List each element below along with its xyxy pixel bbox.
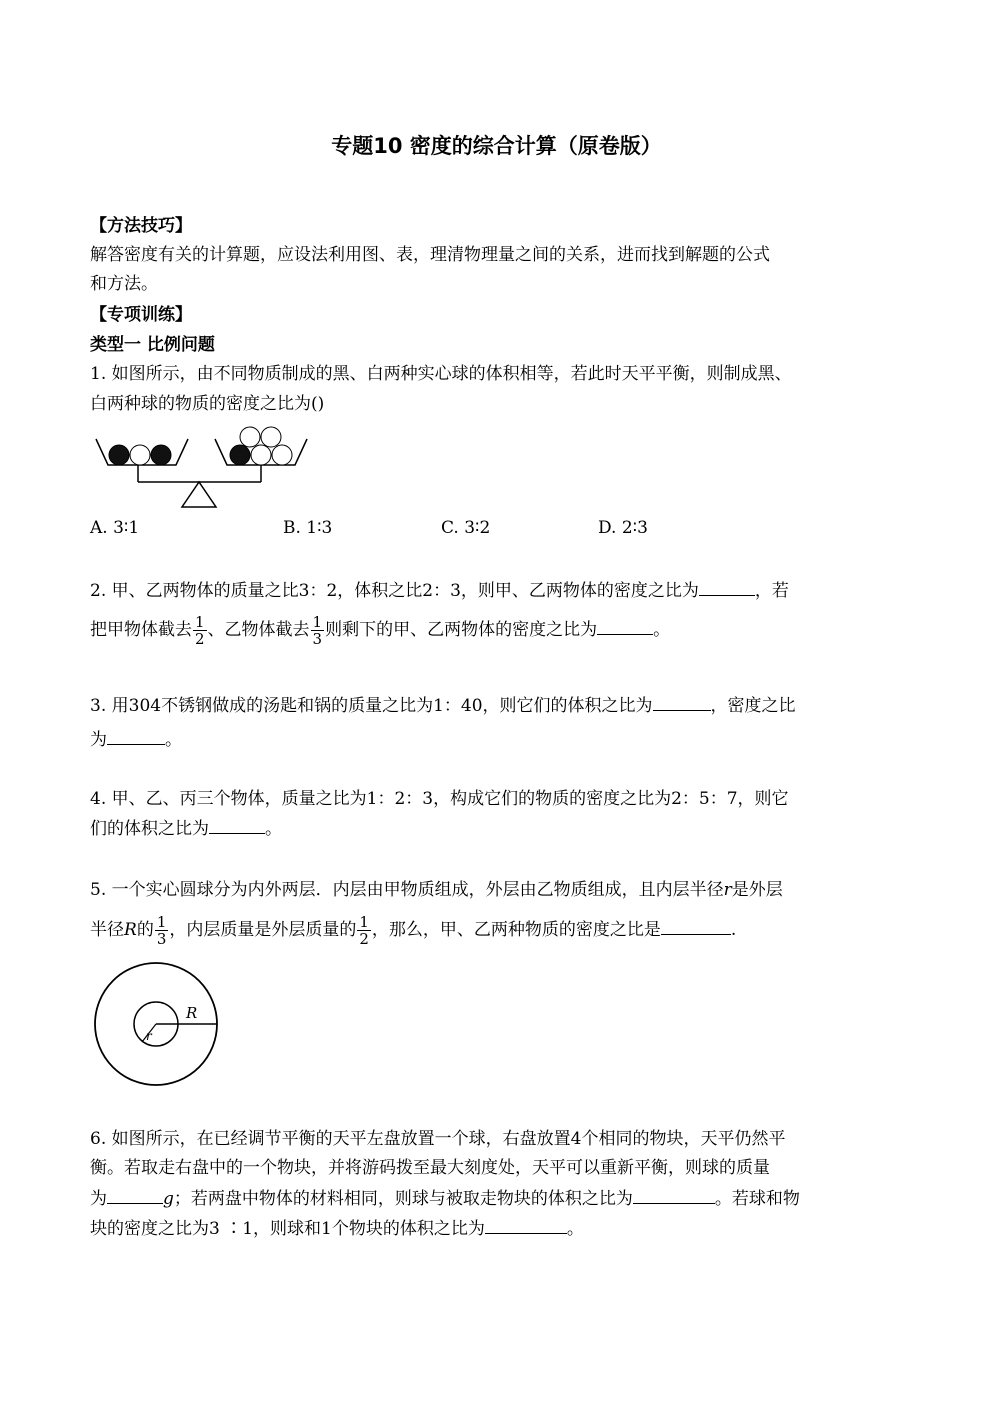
answer-blank bbox=[107, 726, 165, 745]
q3-text: 为 bbox=[90, 730, 107, 750]
q1-option-d: D. 2∶3 bbox=[598, 518, 648, 538]
fraction: $\frac{1}{2}$ bbox=[195, 613, 205, 648]
q2-text: 。 bbox=[653, 620, 671, 640]
q5-line1 bbox=[90, 876, 783, 904]
q1-option-a: A. 3∶1 bbox=[90, 518, 140, 538]
q1-line1: 1. 如图所示，由不同物质制成的黑、白两种实心球的体积相等，若此时天平平衡，则制成黑、 bbox=[90, 364, 792, 384]
label-r: r bbox=[146, 1029, 152, 1043]
q6-line2: 衡。若取走右盘中的一个物块，并将游码拨至最大刻度处，天平可以重新平衡，则球的质量 bbox=[90, 1158, 770, 1178]
q5-text: 半径 bbox=[90, 920, 124, 940]
q4-line1: 4. 甲、乙、丙三个物体，质量之比为1：2：3，构成它们的物质的密度之比为2：5：7，则它 bbox=[90, 789, 789, 809]
q2-line1 bbox=[90, 577, 789, 605]
q5-text: . bbox=[730, 920, 737, 940]
q6-text: 。 bbox=[566, 1219, 584, 1239]
q5-line2 bbox=[90, 914, 736, 947]
q6-text: 为 bbox=[90, 1189, 107, 1209]
answer-blank bbox=[699, 577, 755, 596]
q2-text: 、乙物体截去 bbox=[207, 620, 310, 640]
q5-text: ，内层质量是外层质量的 bbox=[169, 920, 357, 940]
label-R: R bbox=[186, 1004, 198, 1022]
variable-R: R bbox=[124, 920, 137, 940]
q3-line2 bbox=[90, 726, 182, 754]
fraction: $\frac{1}{2}$ bbox=[359, 913, 369, 948]
white-ball bbox=[130, 445, 150, 465]
q2-text: 则剩下的甲、乙两物体的密度之比为 bbox=[325, 620, 598, 640]
q6-line4 bbox=[90, 1215, 584, 1243]
q5-text: 的 bbox=[136, 920, 154, 940]
q4-text: 。 bbox=[265, 819, 282, 839]
q6-text: 。若球和物 bbox=[714, 1189, 800, 1209]
black-ball bbox=[151, 445, 171, 465]
method-heading: 【方法技巧】 bbox=[90, 216, 192, 236]
training-heading: 【专项训练】 bbox=[90, 305, 192, 325]
white-ball bbox=[251, 445, 271, 465]
sphere-figure bbox=[90, 962, 222, 1088]
q5-text: ，那么，甲、乙两种物质的密度之比是 bbox=[371, 920, 661, 940]
white-ball bbox=[261, 427, 281, 447]
balance-figure bbox=[90, 425, 310, 513]
unit-g: g bbox=[163, 1189, 174, 1209]
white-ball bbox=[272, 445, 292, 465]
answer-blank bbox=[107, 1185, 163, 1204]
method-text-line2: 和方法。 bbox=[90, 274, 158, 294]
q2-text: ，若 bbox=[754, 581, 789, 601]
q2-line2 bbox=[90, 614, 670, 647]
answer-blank bbox=[661, 916, 731, 935]
q3-text: ，密度之比 bbox=[710, 696, 796, 716]
q1-line2: 白两种球的物质的密度之比为() bbox=[90, 394, 325, 414]
type1-heading: 类型一 比例问题 bbox=[90, 335, 215, 355]
answer-blank bbox=[209, 815, 265, 834]
page-title: 专题10 密度的综合计算（原卷版） bbox=[331, 134, 662, 158]
q1-option-c: C. 3∶2 bbox=[441, 518, 491, 538]
fraction: $\frac{1}{3}$ bbox=[312, 613, 323, 648]
answer-blank bbox=[485, 1215, 567, 1234]
q1-option-b: B. 1∶3 bbox=[283, 518, 333, 538]
q6-text: ；若两盘中物体的材料相同，则球与被取走物块的体积之比为 bbox=[173, 1189, 633, 1209]
black-ball bbox=[230, 445, 250, 465]
fraction: $\frac{1}{3}$ bbox=[156, 913, 167, 948]
q3-line1 bbox=[90, 692, 796, 720]
q3-text: 。 bbox=[165, 730, 182, 750]
white-ball bbox=[240, 427, 260, 447]
q2-text: 2. 甲、乙两物体的质量之比3：2，体积之比2：3，则甲、乙两物体的密度之比为 bbox=[90, 581, 699, 601]
q4-line2 bbox=[90, 815, 282, 843]
method-text-line1: 解答密度有关的计算题，应设法利用图、表，理清物理量之间的关系，进而找到解题的公式 bbox=[90, 245, 770, 265]
q4-text: 们的体积之比为 bbox=[90, 819, 209, 839]
answer-blank bbox=[597, 616, 653, 635]
fulcrum bbox=[182, 482, 216, 507]
black-ball bbox=[109, 445, 129, 465]
answer-blank bbox=[653, 692, 711, 711]
q6-text: 块的密度之比为3 ∶1，则球和1个物块的体积之比为 bbox=[90, 1219, 485, 1239]
q6-line1: 6. 如图所示，在已经调节平衡的天平左盘放置一个球，右盘放置4个相同的物块，天平仍然平 bbox=[90, 1129, 786, 1149]
q3-text: 3. 用304不锈钢做成的汤匙和锅的质量之比为1：40，则它们的体积之比为 bbox=[90, 696, 653, 716]
variable-r: r bbox=[723, 880, 732, 900]
q5-text: 是外层 bbox=[731, 880, 783, 900]
q2-text: 把甲物体截去 bbox=[90, 620, 192, 640]
answer-blank bbox=[633, 1185, 715, 1204]
q6-line3 bbox=[90, 1185, 800, 1213]
q5-text: 5. 一个实心圆球分为内外两层．内层由甲物质组成，外层由乙物质组成，且内层半径 bbox=[90, 880, 724, 900]
